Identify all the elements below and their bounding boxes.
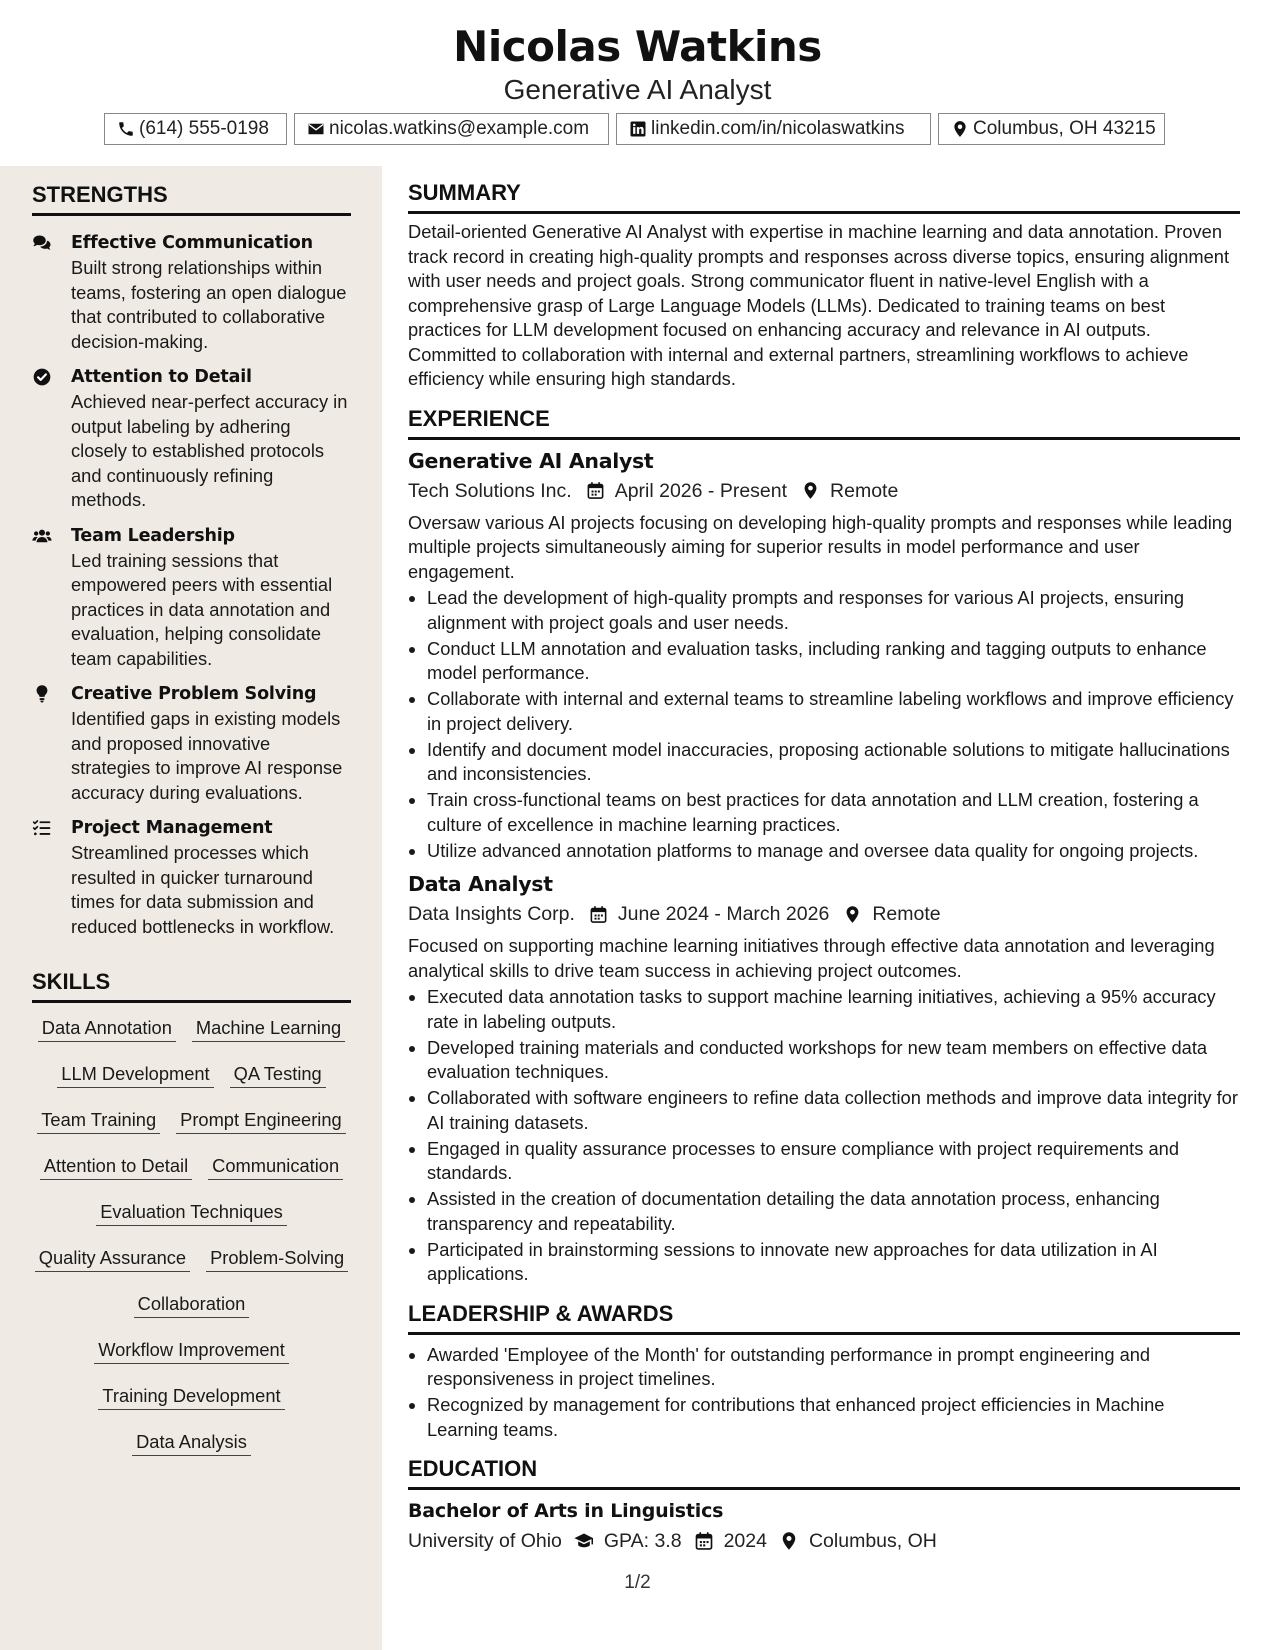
envelope-icon bbox=[307, 120, 325, 138]
lightbulb-icon bbox=[32, 684, 52, 704]
check-circle-icon bbox=[32, 367, 52, 387]
graduation-year: 2024 bbox=[723, 1530, 767, 1552]
job-bullet: Utilize advanced annotation platforms to manage and oversee data quality for ongoing projects. bbox=[408, 839, 1240, 864]
contact-phone[interactable] bbox=[104, 113, 287, 145]
map-pin-icon bbox=[843, 905, 862, 924]
job-location: Remote bbox=[830, 479, 899, 502]
job-intro: Focused on supporting machine learning initiatives through effective data annotation and leveraging analytical skills to drive team success in achieving project outcomes. bbox=[408, 935, 1215, 981]
task-list-icon bbox=[32, 818, 52, 838]
school-name: University of Ohio bbox=[408, 1530, 562, 1552]
phone-text: (614) 555-0198 bbox=[139, 118, 269, 139]
strength-item bbox=[32, 230, 351, 354]
education-section bbox=[408, 1456, 1240, 1556]
page-number: 1/2 bbox=[624, 1572, 651, 1593]
job-bullet: Assisted in the creation of documentation detailing the data annotation process, enhancing transparency and repeatability. bbox=[408, 1187, 1240, 1236]
contact-linkedin[interactable] bbox=[616, 113, 931, 145]
job-bullet: Developed training materials and conducted workshops for new team members on effective data evaluation techniques. bbox=[408, 1036, 1240, 1085]
school-location: Columbus, OH bbox=[808, 1530, 937, 1552]
job-bullet: Train cross-functional teams on best practices for data annotation and LLM creation, fostering a culture of excellence in machine learning practices. bbox=[408, 788, 1240, 837]
email-text: nicolas.watkins@example.com bbox=[329, 118, 590, 139]
job-entry bbox=[408, 446, 1240, 864]
strength-title: Creative Problem Solving bbox=[71, 684, 317, 704]
calendar-icon bbox=[586, 481, 605, 500]
map-pin-icon bbox=[951, 120, 969, 138]
summary-section bbox=[408, 180, 1240, 392]
skill-tag: Communication bbox=[208, 1153, 343, 1180]
strengths-list bbox=[32, 230, 351, 939]
strength-desc: Built strong relationships within teams, fostering an open dialogue that contributed to collaborative decision-making. bbox=[71, 257, 347, 352]
job-title: Data Analyst bbox=[408, 872, 553, 896]
strengths-heading: STRENGTHS bbox=[32, 182, 351, 216]
linkedin-text: linkedin.com/in/nicolaswatkins bbox=[651, 118, 905, 139]
job-company: Tech Solutions Inc. bbox=[408, 479, 572, 502]
job-bullet: Engaged in quality assurance processes to ensure compliance with project requirements and standards. bbox=[408, 1137, 1240, 1186]
awards-heading: LEADERSHIP & AWARDS bbox=[408, 1301, 1240, 1335]
experience-heading: EXPERIENCE bbox=[408, 406, 1240, 440]
job-bullets bbox=[408, 586, 1240, 863]
skills-heading: SKILLS bbox=[32, 969, 351, 1003]
job-meta bbox=[408, 899, 1240, 929]
strength-desc: Achieved near-perfect accuracy in output labeling by adhering closely to established protocols and continuously refining methods. bbox=[71, 391, 348, 510]
map-pin-icon bbox=[801, 481, 820, 500]
strength-item bbox=[32, 364, 351, 513]
job-dates: April 2026 - Present bbox=[614, 479, 788, 502]
awards-section bbox=[408, 1301, 1240, 1443]
strength-title: Team Leadership bbox=[71, 525, 235, 546]
job-meta bbox=[408, 476, 1240, 506]
skill-tag: Training Development bbox=[98, 1383, 284, 1410]
strength-title: Effective Communication bbox=[71, 233, 313, 253]
main-content bbox=[408, 180, 1240, 1570]
location-text: Columbus, OH 43215 bbox=[973, 118, 1156, 139]
summary-text: Detail-oriented Generative AI Analyst with expertise in machine learning and data annotation. Proven track record in creating high-quality prompts and responses across diverse topics, ensuring alignment with user needs and project goals. Strong communicator fluent in native-level English with a comprehensive grasp of Large Language Models (LLMs). Dedicated to training teams on best practices for LLM development focused on enhancing accuracy and relevance in AI outputs. Committed to collaboration with internal and external partners, streamlining workflows to achieve efficiency while ensuring high standards. bbox=[408, 221, 1230, 389]
strength-desc: Streamlined processes which resulted in quicker turnaround times for data submission and reduced bottlenecks in workflow. bbox=[71, 842, 335, 937]
skill-tag: Prompt Engineering bbox=[176, 1107, 346, 1134]
skill-tag: Data Analysis bbox=[132, 1429, 251, 1456]
awards-list bbox=[408, 1343, 1240, 1443]
contact-location bbox=[938, 113, 1165, 145]
strength-title: Attention to Detail bbox=[71, 367, 252, 387]
contact-email[interactable] bbox=[294, 113, 609, 145]
map-pin-icon bbox=[779, 1531, 799, 1551]
contact-bar bbox=[104, 113, 1165, 145]
award-item: Awarded 'Employee of the Month' for outstanding performance in prompt engineering and responsiveness in project timelines. bbox=[408, 1343, 1240, 1392]
strength-item bbox=[32, 681, 351, 805]
job-dates: June 2024 - March 2026 bbox=[617, 903, 830, 925]
skill-tag: Machine Learning bbox=[192, 1015, 345, 1042]
award-item: Recognized by management for contributions that enhanced project efficiencies in Machine Learning teams. bbox=[408, 1393, 1240, 1442]
job-bullet: Lead the development of high-quality prompts and responses for various AI projects, ensuring alignment with project goals and user needs. bbox=[408, 586, 1240, 635]
skill-tag: Evaluation Techniques bbox=[96, 1199, 287, 1226]
skill-tag: QA Testing bbox=[230, 1061, 326, 1088]
calendar-icon bbox=[694, 1531, 714, 1551]
job-bullet: Participated in brainstorming sessions to innovate new approaches for data utilization in AI applications. bbox=[408, 1238, 1240, 1287]
candidate-name: Nicolas Watkins bbox=[453, 22, 822, 71]
graduation-cap-icon bbox=[574, 1531, 594, 1551]
candidate-title: Generative AI Analyst bbox=[503, 74, 772, 105]
skill-tag: Data Annotation bbox=[38, 1015, 176, 1042]
summary-heading: SUMMARY bbox=[408, 180, 1240, 214]
linkedin-icon bbox=[629, 120, 647, 138]
strength-desc: Led training sessions that empowered peers with essential practices in data annotation and evaluation, helping consolidate team capabilities. bbox=[71, 549, 333, 669]
education-heading: EDUCATION bbox=[408, 1456, 1240, 1490]
job-entry bbox=[408, 869, 1240, 1287]
strength-item bbox=[32, 523, 351, 672]
job-bullet: Collaborated with software engineers to refine data collection methods and improve data integrity for AI training datasets. bbox=[408, 1086, 1240, 1135]
education-meta bbox=[408, 1526, 1240, 1556]
job-company: Data Insights Corp. bbox=[408, 903, 575, 925]
job-title: Generative AI Analyst bbox=[408, 448, 654, 473]
job-bullets bbox=[408, 985, 1240, 1287]
degree-title: Bachelor of Arts in Linguistics bbox=[408, 1500, 724, 1522]
users-icon bbox=[32, 526, 52, 546]
job-intro: Oversaw various AI projects focusing on developing high-quality prompts and responses while leading multiple projects simultaneously aiming for superior results in model performance and user engagement. bbox=[408, 511, 1233, 582]
skills-list bbox=[32, 1015, 351, 1475]
skill-tag: Quality Assurance bbox=[35, 1245, 190, 1272]
calendar-icon bbox=[589, 905, 608, 924]
resume-header bbox=[0, 0, 1275, 166]
gpa: GPA: 3.8 bbox=[603, 1530, 682, 1552]
job-bullet: Executed data annotation tasks to support machine learning initiatives, achieving a 95% accuracy rate in labeling outputs. bbox=[408, 985, 1240, 1034]
comments-icon bbox=[32, 233, 52, 253]
skill-tag: LLM Development bbox=[57, 1061, 213, 1088]
job-bullet: Identify and document model inaccuracies, proposing actionable solutions to mitigate hallucinations and inconsistencies. bbox=[408, 738, 1240, 787]
skill-tag: Team Training bbox=[37, 1107, 160, 1134]
job-bullet: Conduct LLM annotation and evaluation tasks, including ranking and tagging outputs to enhance model performance. bbox=[408, 637, 1240, 686]
strength-desc: Identified gaps in existing models and proposed innovative strategies to improve AI response accuracy during evaluations. bbox=[71, 708, 343, 803]
strength-item bbox=[32, 815, 351, 939]
job-bullet: Collaborate with internal and external teams to streamline labeling workflows and improve efficiency in project delivery. bbox=[408, 687, 1240, 736]
skill-tag: Problem-Solving bbox=[206, 1245, 348, 1272]
skill-tag: Attention to Detail bbox=[40, 1153, 192, 1180]
skill-tag: Collaboration bbox=[134, 1291, 250, 1318]
experience-section bbox=[408, 406, 1240, 1287]
phone-icon bbox=[117, 120, 135, 138]
skill-tag: Workflow Improvement bbox=[94, 1337, 289, 1364]
sidebar bbox=[0, 166, 382, 1650]
job-location: Remote bbox=[872, 903, 941, 925]
strength-title: Project Management bbox=[71, 818, 273, 838]
